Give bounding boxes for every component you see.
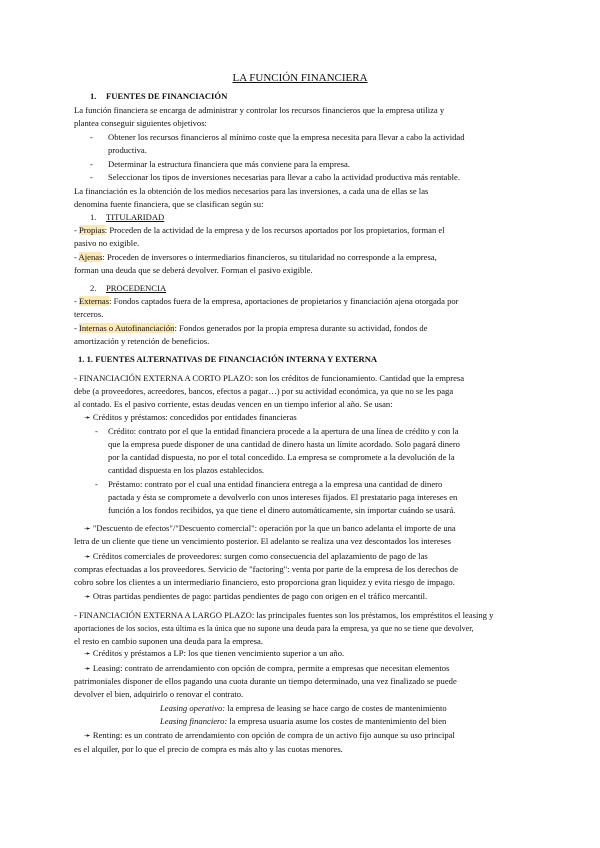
paragraph-line: plantea conseguir siguientes objetivos: — [74, 118, 207, 128]
list-item: que la empresa puede disponer de una cantidad de dinero hasta un límite acordado. Solo pagará dinero — [108, 439, 460, 449]
highlight-internas: Internas o Autofinanciación — [79, 323, 175, 333]
list-item: Crédito: contrato por el que la entidad financiera procede a la apertura de una línea de crédito y con la — [108, 426, 459, 436]
list-item: cantidad dispuesta en los plazos establecidos. — [108, 465, 265, 475]
arrow-icon: ➛ — [84, 731, 91, 740]
paragraph-line: forman una deuda que se deberá devolver. Forman el pasivo exigible. — [74, 265, 313, 275]
highlight-propias: Propias — [79, 225, 105, 235]
list-item: Préstamo: contrato por el cual una entidad financiera entrega a la empresa una cantidad de dinero — [108, 479, 443, 489]
paragraph-line: letra de un cliente que tiene un vencimiento posterior. El adelanto se realiza una vez descontados los intereses — [74, 536, 452, 546]
paragraph-line: denomina fuente financiera, que se clasifican según su: — [74, 199, 264, 209]
list-bullet: - — [90, 132, 93, 142]
arrow-icon: ➛ — [84, 592, 91, 601]
paragraph-line: terceros. — [74, 309, 104, 319]
arrow-item: ➛ Otras partidas pendientes de pago: partidas pendientes de pago con origen en el tráfico mercantil. — [84, 591, 428, 601]
highlight-ajenas: Ajenas — [78, 252, 103, 262]
list-item: Seleccionar los tipos de inversiones necesarias para llevar a cabo la actividad productiva más rentable. — [108, 172, 460, 182]
paragraph-line: - Ajenas: Proceden de inversores o intermediarios financieros, su titularidad no corresponde a la empresa, — [74, 252, 437, 262]
arrow-icon: ➛ — [84, 664, 91, 673]
paragraph-line: - Internas o Autofinanciación: Fondos generados por la propia empresa durante su actividad, fondos de — [74, 323, 428, 333]
paragraph-line: patrimoniales disponer de ellos pagando una cuota durante un tiempo determinado, una vez finalizado se puede — [74, 676, 457, 686]
arrow-icon: ➛ — [84, 524, 91, 533]
arrow-item: ➛ Créditos comerciales de proveedores: surgen como consecuencia del aplazamiento de pago de las — [84, 551, 428, 561]
paragraph-line: - Externas: Fondos captados fuera de la empresa, aportaciones de propietarios y financiación ajena otorgada por — [74, 296, 459, 306]
section-heading: 1. FUENTES DE FINANCIACIÓN — [90, 91, 228, 101]
list-item: Leasing financiero: la empresa usuaria asume los costes de mantenimiento del bien — [160, 716, 447, 726]
arrow-item: ➛ Créditos y préstamos a LP: los que tienen vencimiento superior a un año. — [84, 648, 345, 658]
paragraph-line: es el alquiler, por lo que el precio de compra es más alto y las cuotas menores. — [74, 744, 343, 754]
arrow-item: ➛ Créditos y préstamos: concedidos por entidades financieras — [84, 412, 297, 422]
paragraph-line: amortización y retención de beneficios. — [74, 336, 210, 346]
list-bullet: - — [95, 479, 98, 489]
paragraph-line: - Propias: Proceden de la actividad de la empresa y de los recursos aportados por los propietarios, forman el — [74, 225, 445, 235]
list-bullet: - — [90, 159, 93, 169]
arrow-item: ➛ "Descuento de efectos"/"Descuento comercial": operación por la que un banco adelanta el importe de una — [84, 523, 456, 533]
arrow-item: ➛ Renting: es un contrato de arrendamiento con opción de compra de un activo fijo aunque su uso principal — [84, 730, 455, 740]
arrow-icon: ➛ — [84, 552, 91, 561]
list-bullet: - — [90, 172, 93, 182]
subsection-heading: 1. TITULARIDAD — [90, 212, 165, 222]
list-item: Leasing operativo: la empresa de leasing se hace cargo de costes de mantenimiento — [160, 703, 447, 713]
paragraph-line: - FINANCIACIÓN EXTERNA A CORTO PLAZO: son los créditos de funcionamiento. Cantidad que la empresa — [74, 373, 465, 383]
paragraph-line: aportaciones de los socios, esta última es la única que no supone una deuda para la empresa, ya que no se tiene que devolver, — [74, 624, 474, 633]
subsection-heading: 2. PROCEDENCIA — [90, 283, 167, 293]
paragraph-line: compras efectuadas a los proveedores. Servicio de "factoring": venta por parte de la empresa de los derechos de — [74, 564, 459, 574]
highlight-externas: Externas — [79, 296, 110, 306]
paragraph-line: al contado. Es el pasivo corriente, estas deudas vencen en un tiempo inferior al año. Se usan: — [74, 399, 393, 409]
list-item: Obtener los recursos financieros al mínimo coste que la empresa necesita para llevar a cabo la actividad — [108, 132, 465, 142]
paragraph-line: el resto en cambio suponen una deuda para la empresa. — [74, 636, 263, 646]
list-item: función a los fondos recibidos, ya que tiene el dinero automáticamente, sin importar cuándo se usará. — [108, 505, 456, 515]
list-item: por la cantidad dispuesta, no por el total concedido. La empresa se compromete a la devolución de la — [108, 452, 455, 462]
paragraph-line: devolver el bien, adquirirlo o renovar el contrato. — [74, 689, 244, 699]
list-bullet: - — [95, 426, 98, 436]
paragraph-line: - FINANCIACIÓN EXTERNA A LARGO PLAZO: las principales fuentes son los préstamos, los empréstitos el leasing y — [74, 610, 494, 620]
list-item: productiva. — [108, 145, 147, 155]
list-item: pactada y ésta se compromete a devolverlo con unos intereses fijados. El prestatario paga intereses en — [108, 492, 458, 502]
list-item: Determinar la estructura financiera que más conviene para la empresa. — [108, 159, 350, 169]
arrow-icon: ➛ — [84, 413, 91, 422]
arrow-icon: ➛ — [84, 649, 91, 658]
paragraph-line: cobro sobre los clientes a un intermediario financiero, esto proporciona gran liquidez y evita riesgo de impago. — [74, 577, 455, 587]
section-heading: 1. 1. FUENTES ALTERNATIVAS DE FINANCIACIÓN INTERNA Y EXTERNA — [78, 354, 378, 364]
document-title: LA FUNCIÓN FINANCIERA — [232, 72, 368, 84]
paragraph-line: La financiación es la obtención de los medios necesarios para las inversiones, a cada una de ellas se las — [74, 186, 429, 196]
arrow-item: ➛ Leasing: contrato de arrendamiento con opción de compra, permite a empresas que necesitan elementos — [84, 663, 450, 673]
paragraph-line: pasivo no exigible. — [74, 238, 140, 248]
paragraph-line: La función financiera se encarga de administrar y controlar los recursos financieros que la empresa utiliza y — [74, 105, 445, 115]
paragraph-line: debe (a proveedores, acreedores, bancos, efectos a pagar…) por su actividad económica, ya que no se les paga — [74, 386, 454, 396]
